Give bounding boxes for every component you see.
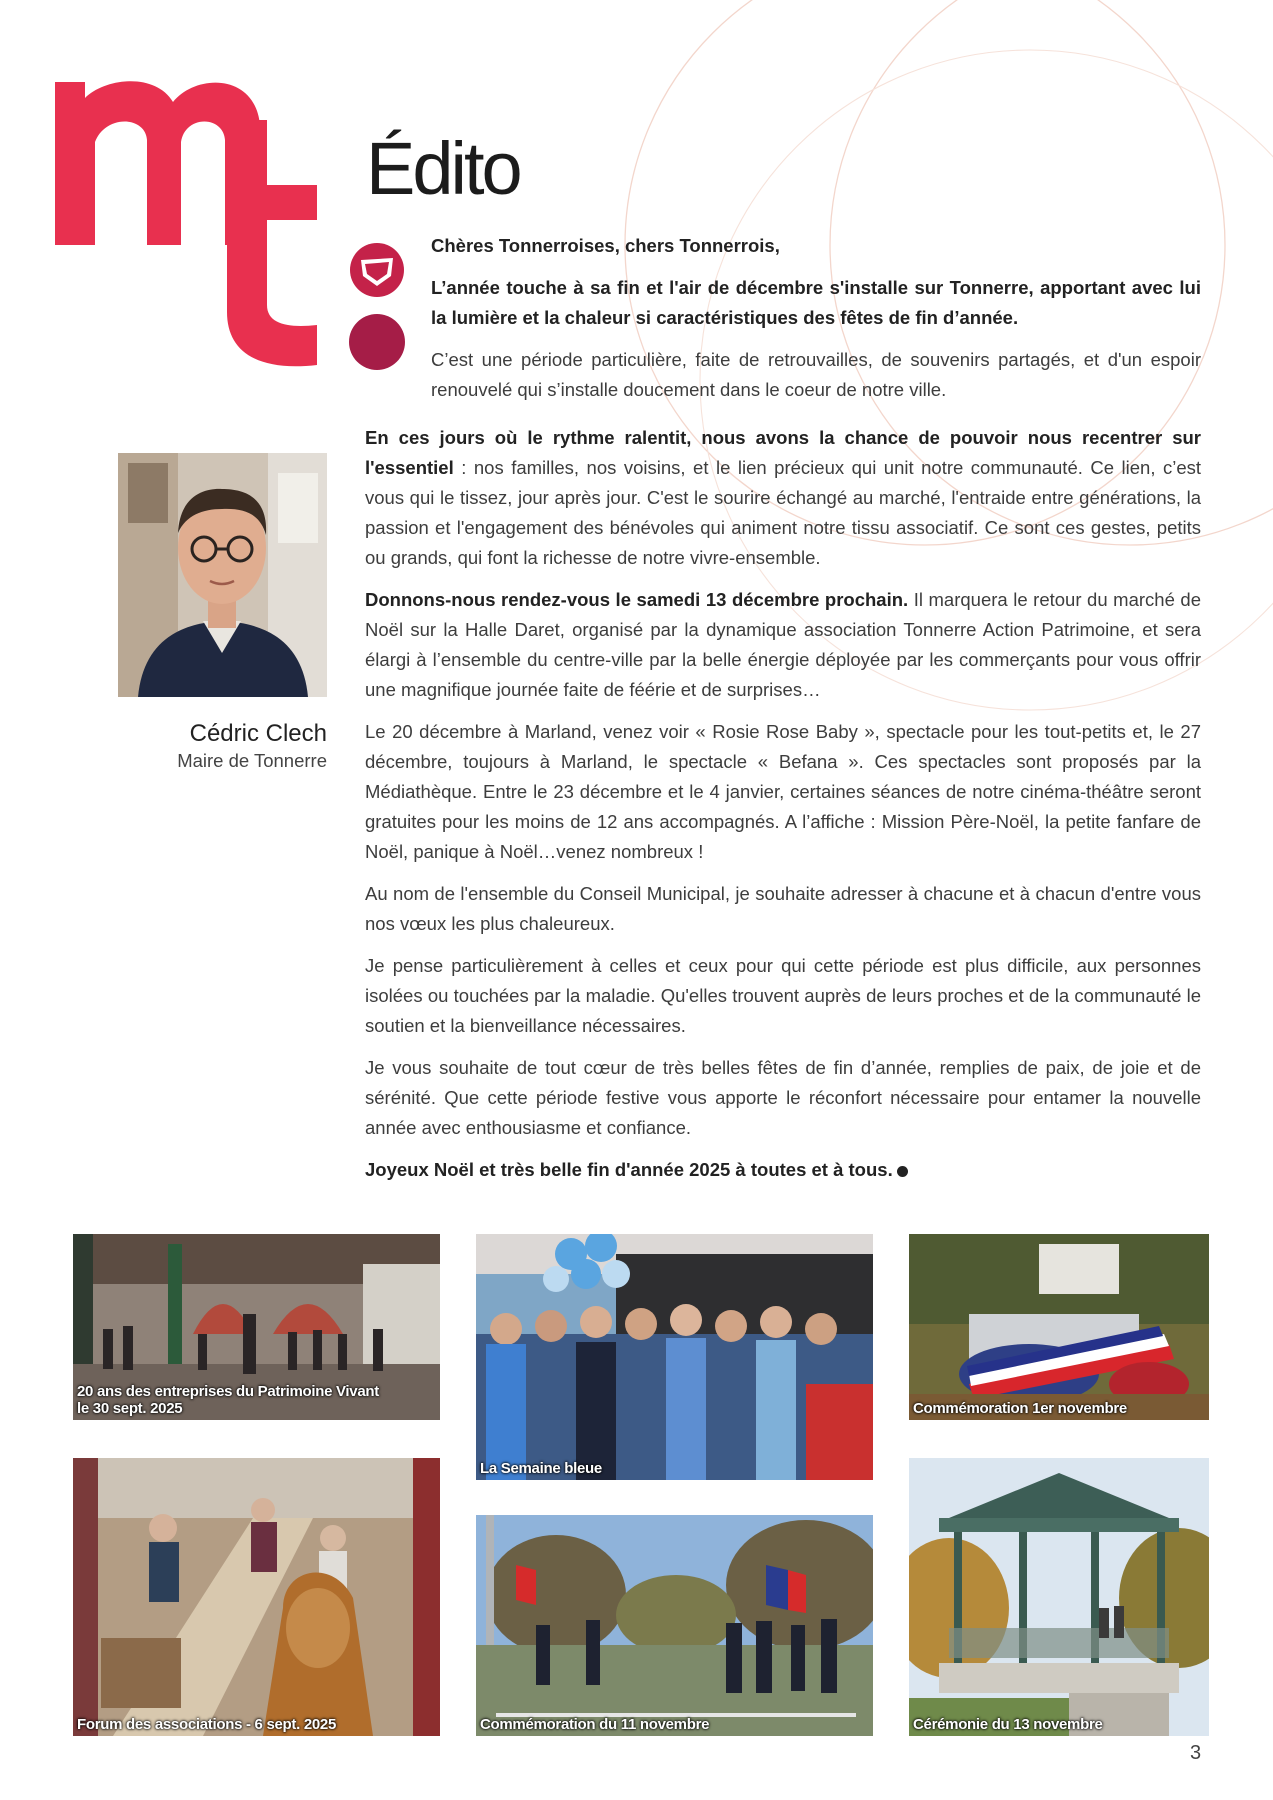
caption-semaine-bleue: La Semaine bleue bbox=[480, 1460, 602, 1477]
photo-commemoration-11-novembre bbox=[476, 1515, 873, 1736]
paragraph-3: Le 20 décembre à Marland, venez voir « Rosie Rose Baby », spectacle pour les tout-petits et, le 27 décembre, toujours à Marland, le spectacle « Befana ». Ces spectacles sont proposés par la Médiathèque. Entre le 23 décembre et le 4 janvier, certaines séances de notre cinéma-théâtre seront gratuites pour les moins de 12 ans accompagnés. A l’affiche : Mission Père-Noël, la petite fanfare de Noël, panique à Noël…venez nombreux ! bbox=[365, 721, 1201, 862]
mayor-name: Cédric Clech bbox=[189, 720, 327, 747]
intro-paragraph: C’est une période particulière, faite de retrouvailles, de souvenirs partagés, et d'un espoir renouvelé qui s’installe doucement dans le coeur de notre ville. bbox=[431, 349, 1201, 400]
photo-ceremonie-13-novembre bbox=[909, 1458, 1209, 1736]
photo-forum-associations bbox=[73, 1458, 440, 1736]
paragraph-6: Je vous souhaite de tout cœur de très belles fêtes de fin d’année, remplies de paix, de joie et de sérénité. Que cette période festive vous apporte le réconfort nécessaire pour entamer la nouvelle année avec enthousiasme et confiance. bbox=[365, 1057, 1201, 1138]
caption-commemoration-11-novembre: Commémoration du 11 novembre bbox=[480, 1716, 710, 1733]
paragraph-2-rest: Il marquera le retour du marché de Noël sur la Halle Daret, organisé par la dynamique association Tonnerre Action Patrimoine, et sera élargi à l’ensemble du centre-ville par la belle énergie déployée par les commerçants pour vous offrir une magnifique journée faite de féérie et de surprises… bbox=[365, 589, 1201, 700]
end-dot-icon bbox=[897, 1166, 908, 1177]
paragraph-4: Au nom de l'ensemble du Conseil Municipal, je souhaite adresser à chacune et à chacun d'entre vous nos vœux les plus chaleureux. bbox=[365, 883, 1201, 934]
intro-text bbox=[431, 231, 1201, 417]
paragraph-2 bbox=[365, 585, 1201, 705]
mt-logo bbox=[55, 80, 415, 380]
caption-line-1: 20 ans des entreprises du Patrimoine Vivant bbox=[77, 1383, 379, 1400]
page-number: 3 bbox=[1190, 1742, 1202, 1764]
paragraph-1-rest: : nos familles, nos voisins, et le lien précieux qui unit notre communauté. Ce lien, c’est vous qui le tissez, jour après jour. C'est le sourire échangé au marché, l'entraide entre générations, la passion et l'engagement des bénévoles qui animent notre tissu associatif. Ce sont ces gestes, petits ou grands, qui font la richesse de notre vivre-ensemble. bbox=[365, 457, 1201, 568]
caption-forum-associations: Forum des associations - 6 sept. 2025 bbox=[77, 1716, 337, 1733]
page-title: Édito bbox=[366, 127, 520, 210]
paragraph-1-bold: En ces jours où le rythme ralentit, nous avons la chance de pouvoir nous recentrer sur l'essentiel bbox=[365, 427, 1201, 478]
main-text bbox=[365, 423, 1201, 1197]
photo-semaine-bleue bbox=[476, 1234, 873, 1480]
paragraph-2-bold: Donnons-nous rendez-vous le samedi 13 décembre prochain. bbox=[365, 589, 909, 610]
closing-line bbox=[365, 1155, 1201, 1185]
paragraph-1 bbox=[365, 423, 1201, 573]
caption-commemoration-1er-novembre: Commémoration 1er novembre bbox=[913, 1400, 1127, 1417]
caption-patrimoine-vivant bbox=[77, 1383, 379, 1417]
caption-line-2: le 30 sept. 2025 bbox=[77, 1400, 183, 1417]
photo-commemoration-1er-novembre bbox=[909, 1234, 1209, 1420]
greeting: Chères Tonnerroises, chers Tonnerrois, bbox=[431, 235, 780, 256]
closing-text: Joyeux Noël et très belle fin d'année 2025 à toutes et à tous. bbox=[365, 1159, 893, 1180]
photo-patrimoine-vivant bbox=[73, 1234, 440, 1420]
intro-bold-paragraph: L’année touche à sa fin et l'air de décembre s'installe sur Tonnerre, apportant avec lui la lumière et la chaleur si caractéristiques des fêtes de fin d’année. bbox=[431, 277, 1201, 328]
paragraph-5: Je pense particulièrement à celles et ceux pour qui cette période est plus difficile, aux personnes isolées ou touchées par la maladie. Qu'elles trouvent auprès de leurs proches et de la communauté le soutien et la bienveillance nécessaires. bbox=[365, 955, 1201, 1036]
mayor-portrait bbox=[118, 453, 327, 697]
mayor-role: Maire de Tonnerre bbox=[177, 750, 327, 771]
caption-ceremonie-13-novembre: Cérémonie du 13 novembre bbox=[913, 1716, 1103, 1733]
